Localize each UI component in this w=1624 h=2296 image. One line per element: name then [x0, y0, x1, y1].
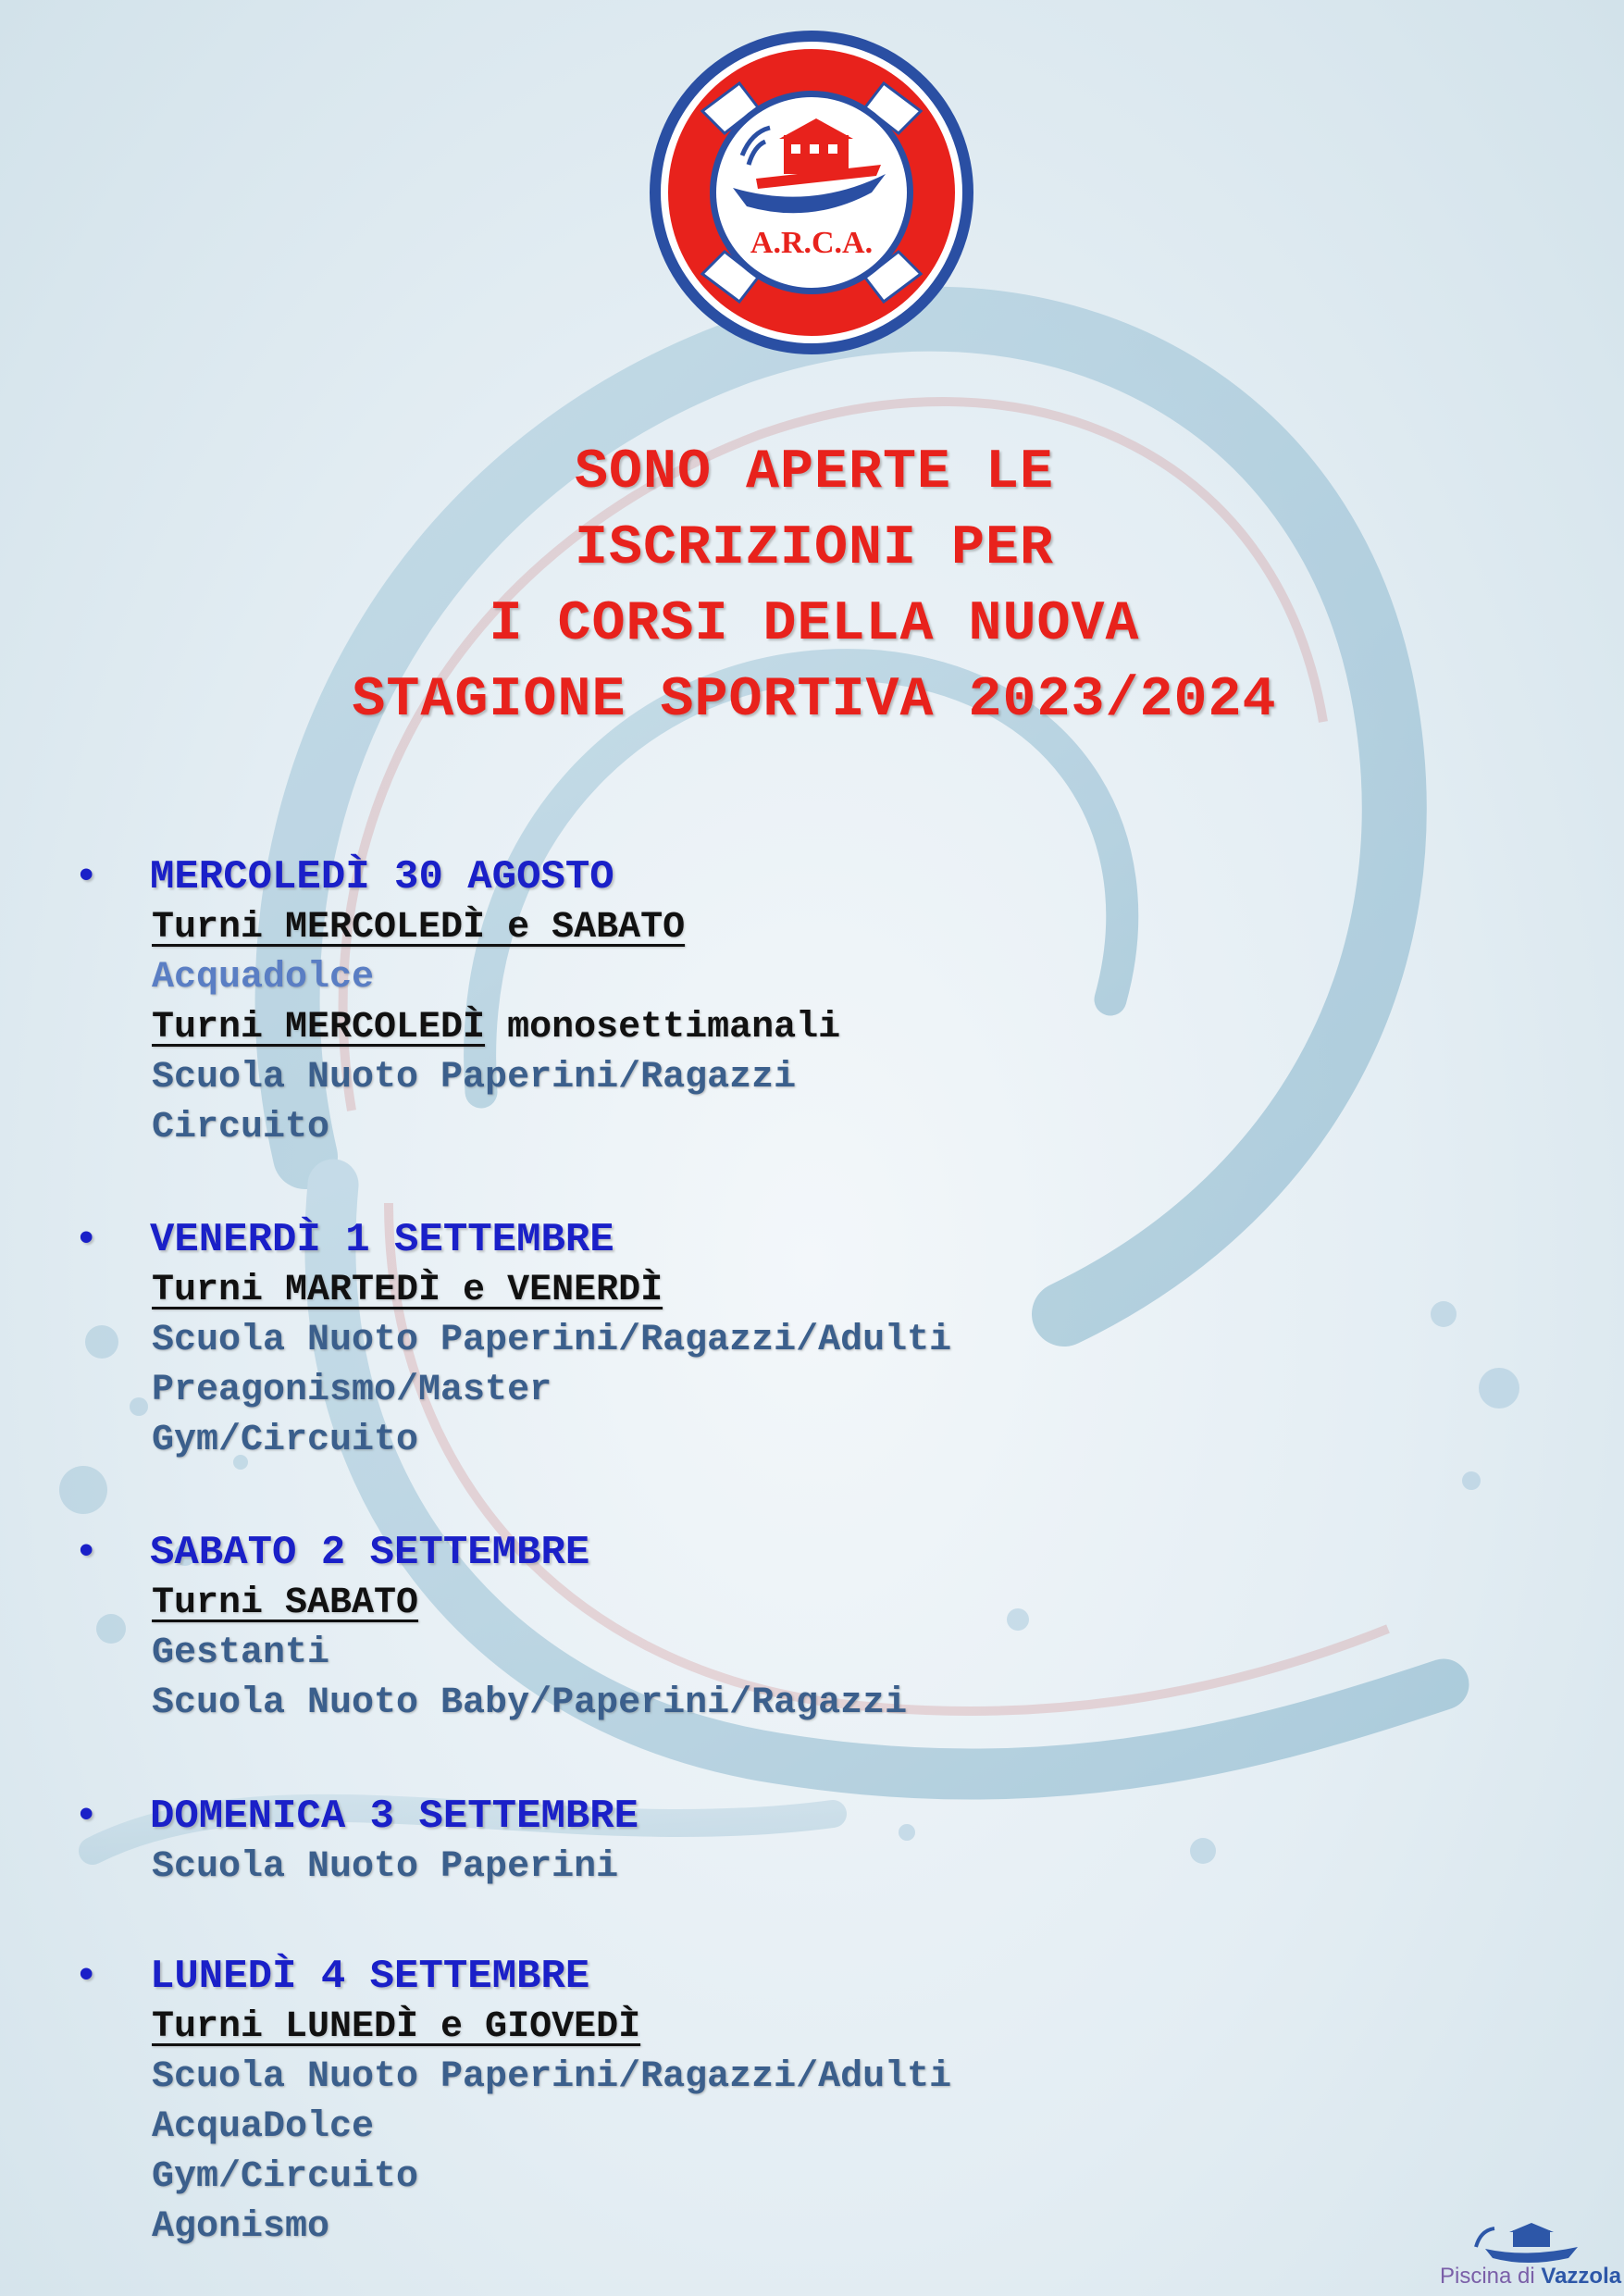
course-line: Gestanti — [152, 1632, 330, 1674]
logo-text: A.R.C.A. — [750, 226, 874, 260]
schedule-section — [74, 851, 1555, 1153]
shift-days: Turni SABATO — [152, 1582, 419, 1624]
shift-days: Turni LUNEDÌ e GIOVEDÌ — [152, 2006, 641, 2048]
shift-line — [74, 2003, 1555, 2053]
shift-line — [74, 1579, 1555, 1629]
course-line: Agonismo — [152, 2206, 330, 2248]
day-heading — [74, 851, 1555, 903]
bullet-icon: • — [74, 854, 99, 900]
shift-days: Turni MERCOLEDÌ e SABATO — [152, 907, 686, 949]
headline-line: I CORSI DELLA NUOVA — [489, 593, 1140, 656]
course-line: Gym/Circuito — [152, 2156, 419, 2198]
shift-note: monosettimanali — [485, 1007, 841, 1049]
day-label: VENERDÌ 1 SETTEMBRE — [150, 1217, 614, 1263]
day-heading — [74, 1951, 1555, 2003]
day-label: LUNEDÌ 4 SETTEMBRE — [150, 1954, 590, 2000]
day-label: SABATO 2 SETTEMBRE — [150, 1530, 590, 1576]
course-line: Scuola Nuoto Paperini/Ragazzi/Adulti — [152, 2056, 952, 2098]
schedule-section — [74, 1951, 1555, 2253]
course-line: Scuola Nuoto Paperini/Ragazzi — [152, 1057, 797, 1098]
day-heading — [74, 1527, 1555, 1579]
course-line: Gym/Circuito — [152, 1420, 419, 1461]
shift-days: Turni MERCOLEDÌ — [152, 1007, 486, 1049]
shift-days: Turni MARTEDÌ e VENERDÌ — [152, 1270, 663, 1311]
day-heading — [74, 1791, 1555, 1843]
course-line: AcquaDolce — [152, 2106, 375, 2148]
schedule-section — [74, 1791, 1555, 1893]
bullet-icon: • — [74, 1217, 99, 1263]
bullet-icon: • — [74, 1793, 99, 1840]
course-line: Scuola Nuoto Paperini — [152, 1846, 619, 1888]
course-line: Preagonismo/Master — [152, 1370, 552, 1411]
shift-line — [74, 1266, 1555, 1316]
course-line: Acquadolce — [152, 957, 375, 999]
schedule-section — [74, 1214, 1555, 1466]
day-label: DOMENICA 3 SETTEMBRE — [150, 1793, 639, 1840]
day-label: MERCOLEDÌ 30 AGOSTO — [150, 854, 614, 900]
headline-line: STAGIONE SPORTIVA 2023/2024 — [352, 669, 1277, 732]
headline-line: ISCRIZIONI PER — [574, 517, 1055, 580]
day-heading — [74, 1214, 1555, 1266]
course-line: Circuito — [152, 1107, 330, 1148]
bullet-icon: • — [74, 1530, 99, 1576]
footer-text-bold: Vazzola — [1541, 2264, 1622, 2289]
schedule-section — [74, 1527, 1555, 1729]
course-line: Scuola Nuoto Paperini/Ragazzi/Adulti — [152, 1320, 952, 1361]
shift-line — [74, 903, 1555, 953]
course-line: Scuola Nuoto Baby/Paperini/Ragazzi — [152, 1682, 908, 1724]
shift-line — [74, 1003, 1555, 1053]
footer-text-plain: Piscina di — [1440, 2264, 1542, 2289]
bullet-icon: • — [74, 1954, 99, 2000]
headline-line: SONO APERTE LE — [574, 441, 1055, 504]
footer-label — [1440, 2264, 1621, 2290]
